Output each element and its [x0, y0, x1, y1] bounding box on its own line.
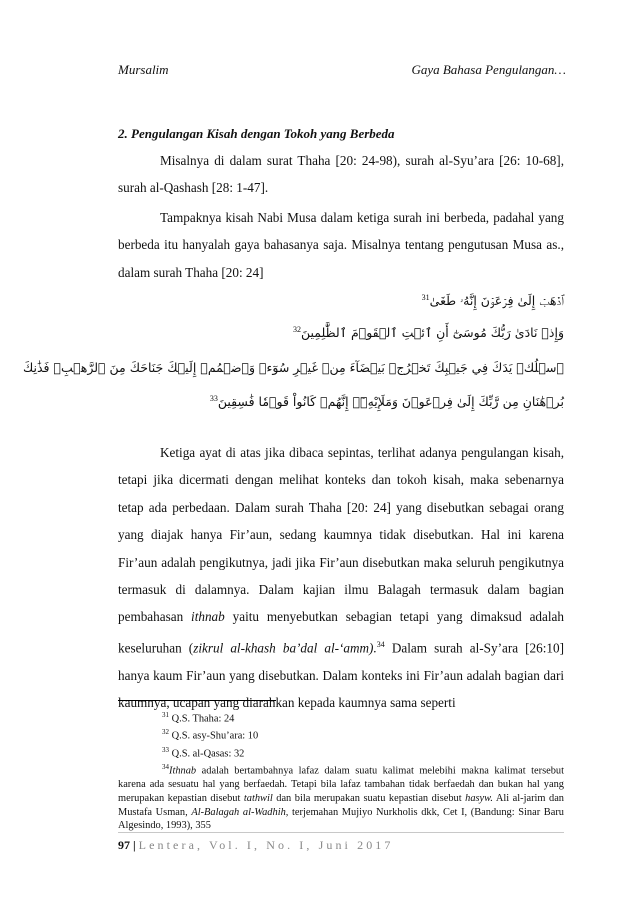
page-footer — [118, 838, 394, 853]
footnote-term-hasyw: hasyw. — [465, 792, 493, 804]
footnote-text: Ali al-jarim dan Mustafa Usman, — [118, 792, 564, 818]
footnote-text: Q.S. asy-Shu’ara: 10 — [171, 730, 259, 742]
paragraph-2: Tampaknya kisah Nabi Musa dalam ketiga surah ini berbeda, padahal yang berbeda itu hanyalah gaya bahasanya saja. Misalnya tentang pengutusan Musa as., dalam surah Thaha [20: 24] — [118, 210, 564, 280]
paragraph-3 — [118, 439, 564, 716]
footnote-ref-34: 34 — [376, 639, 385, 649]
footnote-divider — [118, 700, 276, 701]
footnote-text: dan bila merupakan suatu kepastian disebut — [272, 792, 466, 804]
arabic-verse-3a — [23, 360, 564, 375]
footnote-text: adalah bertambahnya lafaz dalam suatu kalimat melebihi makna kalimat tersebut karena ada sesuatu hal yang berfaedah. Tetapi bila lafaz tambahan tidak berfaedah dan bukan hal yang merupakan kepastian disebut — [118, 765, 564, 804]
arabic-footnote-ref: 32 — [292, 325, 301, 334]
footnote-term-tathwil: tathwil — [243, 792, 273, 804]
arabic-verse-2 — [289, 325, 564, 340]
footnote-text: terjemahan Mujiyo Nurkholis dkk, Cet I, (Bandung: Sinar Baru Algesindo, 1993), 355 — [118, 806, 564, 832]
footnote-31 — [118, 709, 564, 726]
arabic-verse-3b — [206, 394, 564, 409]
term-zikrul: zikrul al-khash ba’dal al-‘amm). — [193, 640, 377, 656]
footnotes — [118, 709, 564, 833]
footnote-text: Q.S. al-Qasas: 32 — [171, 748, 245, 759]
footnote-33 — [118, 744, 564, 761]
footnote-number: 32 — [162, 728, 169, 737]
page-number: 97 — [118, 838, 130, 852]
paragraph-3-part-c: Dalam surah al-Sy’ara [26:10] hanya kaum Fir’aun yang disebutkan. Dalam konteks ini Fir’aun adalah bagian dari kaumnya, ucapan yang diarahkan kepada kaumnya sama seperti — [118, 640, 564, 711]
section-title: 2. Pengulangan Kisah dengan Tokoh yang Berbeda — [118, 126, 395, 141]
journal-info: Lentera, Vol. I, No. I, Juni 2017 — [138, 838, 394, 852]
arabic-verse-text: ٱذۡهَبۡ إِلَىٰ فِرۡعَوۡنَ إِنَّهُۥ طَغَىٰ — [429, 293, 564, 309]
arabic-footnote-ref: 33 — [209, 394, 218, 403]
paragraph-3-part-a: Ketiga ayat di atas jika dibaca sepintas, terlihat adanya pengulangan kisah, tetapi jika dicermati dengan melihat konteks dan tokoh kisah, maka sebenarnya tetap ada perbedaan. Dalam surah Thaha [20: 24] yang disebutkan sebagai orang yang diajak hanya Fir’aun, sedang kaumnya tidak disebutkan. Hal ini karena Fir’aun adalah pengikutnya, jadi jika Fir’aun disebutkan maka seluruh pengikutnya termasuk di dalamnya. Dalam kajian ilmu Balagah termasuk dalam bagian pembahasan — [118, 445, 564, 625]
term-ithnab: ithnab — [191, 609, 225, 625]
footnote-34 — [118, 761, 564, 833]
arabic-verse-1 — [418, 293, 564, 309]
footnote-book-title: Al-Balagah al-Wadhih, — [191, 806, 289, 818]
header-title: Gaya Bahasa Pengulangan… — [411, 62, 566, 77]
paragraph-1: Misalnya di dalam surat Thaha [20: 24-98), surah al-Syu’ara [26: 10-68], surah al-Qashash [28: 1-47]. — [118, 153, 564, 196]
footnote-number: 33 — [162, 745, 169, 754]
footnote-text: Q.S. Thaha: 24 — [171, 713, 235, 725]
arabic-verse-text: بُرۡهَٰنَانِ مِن رَّبِّكَ إِلَىٰ فِرۡعَوۡنَ وَمَلَإِيْهِۦٓۚ إِنَّهُمۡ كَانُواْ قَوۡمٗا فَٰسِقِينَ — [217, 394, 564, 410]
footnote-32 — [118, 726, 564, 743]
footer-divider — [118, 832, 564, 833]
header-author: Mursalim — [118, 62, 169, 77]
footer-separator: | — [130, 838, 139, 852]
arabic-footnote-ref: 31 — [421, 293, 430, 302]
running-header — [118, 62, 566, 78]
footnote-number: 34 — [162, 762, 169, 771]
arabic-verse-text: وَإِذۡ نَادَىٰ رَبُّكَ مُوسَىٰٓ أَنِ ٱئۡتِ ٱلۡقَوۡمَ ٱلظَّٰلِمِينَ — [300, 325, 564, 341]
arabic-verse-text: ٱسۡلُكۡ يَدَكَ فِي جَيۡبِكَ تَخۡرُجۡ بَيۡضَآءَ مِنۡ غَيۡرِ سُوٓءٖ وَٱضۡمُمۡ إِلَيۡكَ جَنَاحَكَ مِنَ ٱلرَّهۡبِۖ فَذَٰنِكَ — [22, 360, 564, 375]
footnote-number: 31 — [162, 711, 169, 719]
paragraph-3-part-b: yaitu menyebutkan sebagian tetapi yang dimaksud adalah keseluruhan ( — [118, 609, 564, 656]
footnote-term: Ithnab — [169, 765, 197, 777]
